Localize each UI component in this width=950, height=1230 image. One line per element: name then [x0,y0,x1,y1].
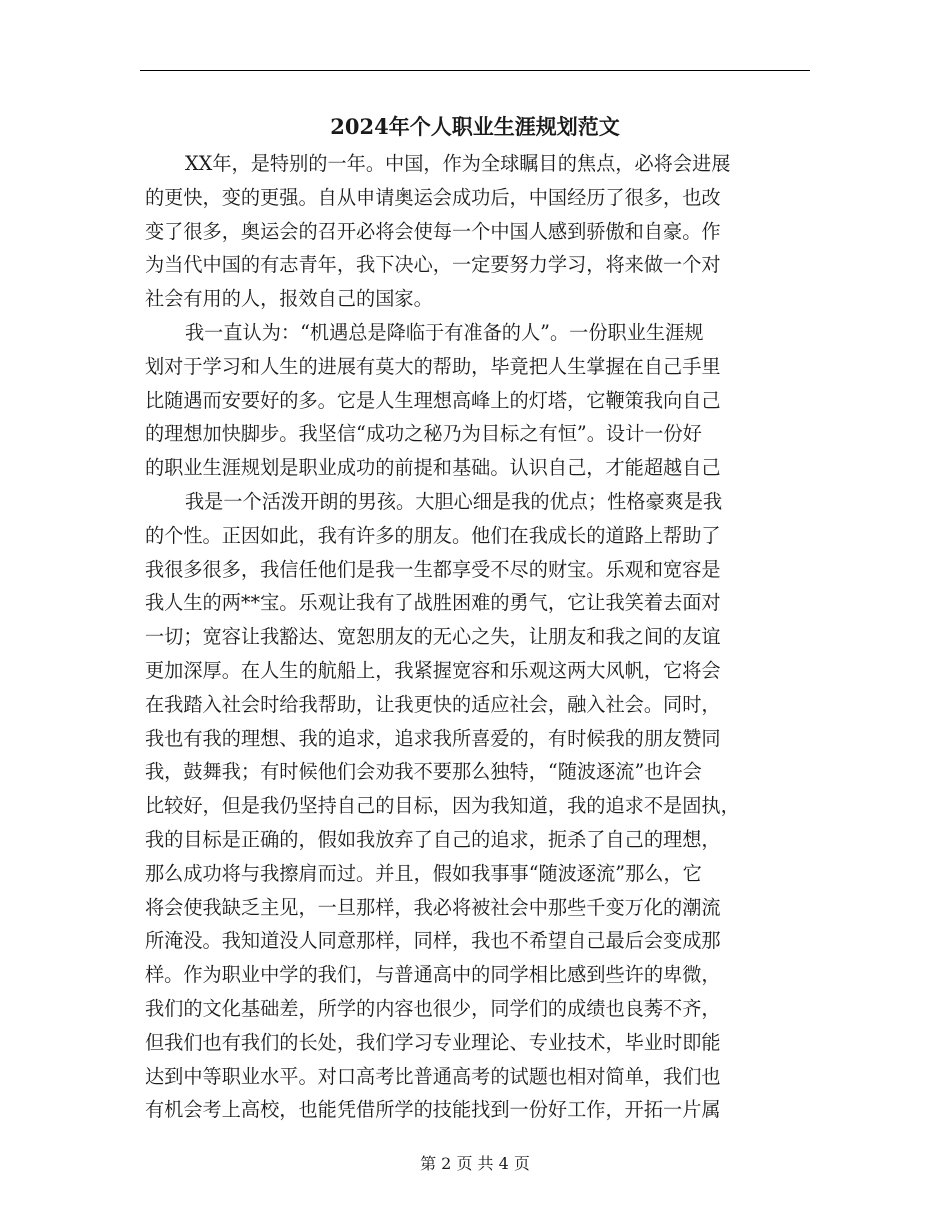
paragraph-2-line: 的职业生涯规划是职业成功的前提和基础。认识自己，才能超越自己 [145,456,721,480]
paragraph-1-line: 变了很多，奥运会的召开必将会使每一个中国人感到骄傲和自豪。作 [145,219,721,243]
paragraph-3-line: 比较好，但是我仍坚持自己的目标，因为我知道，我的追求不是固执， [145,794,740,818]
paragraph-1-line: XX年，是特别的一年。中国，作为全球瞩目的焦点，必将会进展 [185,152,731,175]
paragraph-3-line: 有机会考上高校，也能凭借所学的技能找到一份好工作，开拓一片属 [145,1098,721,1122]
paragraph-3-line: 我也有我的理想、我的追求，追求我所喜爱的，有时候我的朋友赞同 [145,726,721,750]
paragraph-1-line: 为当代中国的有志青年，我下决心，一定要努力学习，将来做一个对 [145,253,721,277]
paragraph-2-line: 的理想加快脚步。我坚信“成功之秘乃为目标之有恒”。设计一份好 [145,422,702,446]
document-body [145,147,805,1127]
paragraph-2-line: 划对于学习和人生的进展有莫大的帮助，毕竟把人生掌握在自己手里 [145,354,721,378]
paragraph-3-line: 将会使我缺乏主见，一旦那样，我必将被社会中那些千变万化的潮流 [145,895,721,919]
paragraph-1-line: 的更快，变的更强。自从申请奥运会成功后，中国经历了很多，也改 [145,185,721,209]
paragraph-3-line: 所淹没。我知道没人同意那样，同样，我也不希望自己最后会变成那 [145,929,721,953]
document-title: 2024年个人职业生涯规划范文 [330,114,620,139]
paragraph-3-line: 我们的文化基础差，所学的内容也很少，同学们的成绩也良莠不齐， [145,996,721,1020]
paragraph-3-line: 达到中等职业水平。对口高考比普通高考的试题也相对简单，我们也 [145,1064,721,1088]
paragraph-3-line: 那么成功将与我擦肩而过。并且，假如我事事“随波逐流”那么，它 [145,861,702,885]
paragraph-3-line: 一切；宽容让我豁达、宽恕朋友的无心之失，让朋友和我之间的友谊 [145,625,721,649]
paragraph-3-line: 我很多很多，我信任他们是我一生都享受不尽的财宝。乐观和宽容是 [145,557,721,581]
paragraph-3-line: 我是一个活泼开朗的男孩。大胆心细是我的优点；性格豪爽是我 [185,489,723,513]
paragraph-3-line: 我人生的两**宝。乐观让我有了战胜困难的勇气，它让我笑着去面对 [145,591,721,615]
paragraph-3-line: 更加深厚。在人生的航船上，我紧握宽容和乐观这两大风帆，它将会 [145,658,721,682]
paragraph-3-line: 我的目标是正确的，假如我放弃了自己的追求，扼杀了自己的理想， [145,827,721,851]
paragraph-3-line: 我，鼓舞我；有时候他们会劝我不要那么独特，“随波逐流”也许会 [145,760,702,784]
header-rule [140,70,810,71]
paragraph-3-line: 在我踏入社会时给我帮助，让我更快的适应社会，融入社会。同时， [145,692,721,716]
paragraph-3-line: 样。作为职业中学的我们，与普通高中的同学相比感到些许的卑微， [145,963,721,987]
paragraph-1-line: 社会有用的人，报效自己的国家。 [145,287,433,311]
paragraph-3-line: 的个性。正因如此，我有许多的朋友。他们在我成长的道路上帮助了 [145,523,721,547]
page-footer: 第 2 页 共 4 页 [420,1154,530,1173]
paragraph-3-line: 但我们也有我们的长处，我们学习专业理论、专业技术，毕业时即能 [145,1030,721,1054]
paragraph-2-line: 比随遇而安要好的多。它是人生理想高峰上的灯塔，它鞭策我向自己 [145,388,721,412]
paragraph-2-line: 我一直认为：“机遇总是降临于有准备的人”。一份职业生涯规 [185,320,704,344]
